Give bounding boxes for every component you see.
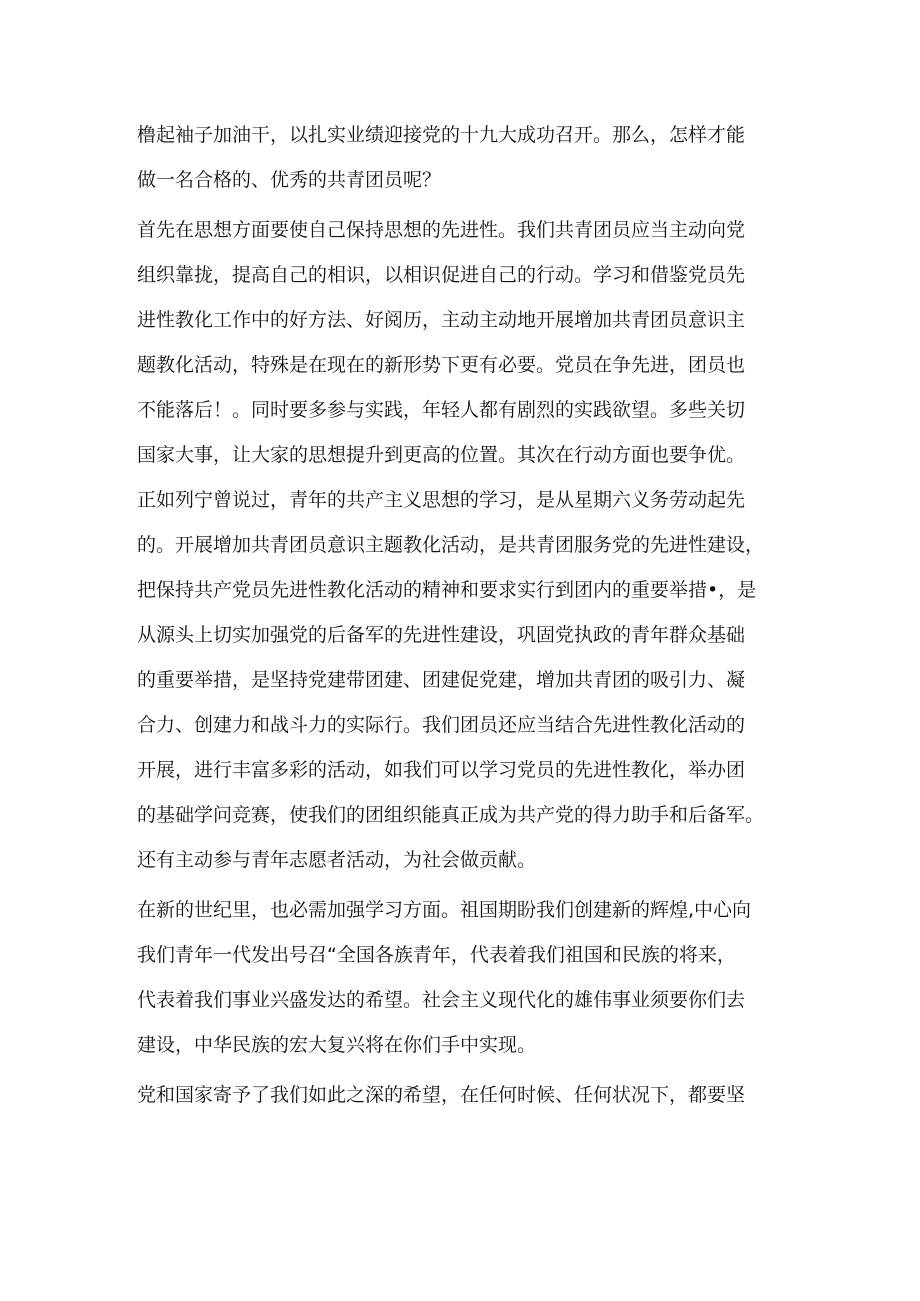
text-line: 组织靠拢，提高自己的相识，以相识促进自己的行动。学习和借鉴党员先 <box>137 264 746 286</box>
text-line: 做一名合格的、优秀的共青团员呢？ <box>137 169 442 191</box>
text-line: 题教化活动，特殊是在现在的新形势下更有必要。党员在争先进，团员也 <box>137 354 746 376</box>
text-line: 正如列宁曾说过，青年的共产主义思想的学习，是从星期六义务劳动起先 <box>137 489 746 511</box>
text-line: 首先在思想方面要使自己保持思想的先进性。我们共青团员应当主动向党 <box>137 219 746 241</box>
text-line: 开展，进行丰富多彩的活动，如我们可以学习党员的先进性教化，举办团 <box>137 759 746 781</box>
text-line: 的基础学问竞赛，使我们的团组织能真正成为共产党的得力助手和后备军。 <box>137 804 765 826</box>
text-line: 代表着我们事业兴盛发达的希望。社会主义现代化的雄伟事业须要你们去 <box>137 989 746 1011</box>
text-line: 党和国家寄予了我们如此之深的希望，在任何时候、任何状况下，都要坚 <box>137 1084 746 1106</box>
text-line: 不能落后！。同时要多参与实践，年轻人都有剧烈的实践欲望。多些关切 <box>137 399 746 421</box>
text-line: 合力、创建力和战斗力的实际行。我们团员还应当结合先进性教化活动的 <box>137 714 746 736</box>
text-line: 把保持共产党员先进性教化活动的精神和要求实行到团内的重要举措•，是 <box>137 579 757 601</box>
text-line: 国家大事，让大家的思想提升到更高的位置。其次在行动方面也要争优。 <box>137 444 746 466</box>
text-line: 进性教化工作中的好方法、好阅历，主动主动地开展增加共青团员意识主 <box>137 309 746 331</box>
text-line: 我们青年一代发出号召“全国各族青年，代表着我们祖国和民族的将来， <box>137 944 736 966</box>
text-line: 在新的世纪里，也必需加强学习方面。祖国期盼我们创建新的辉煌,中心向 <box>137 899 752 921</box>
text-line: 的重要举措，是坚持党建带团建、团建促党建，增加共青团的吸引力、凝 <box>137 669 746 691</box>
text-line: 从源头上切实加强党的后备军的先进性建设，巩固党执政的青年群众基础 <box>137 624 746 646</box>
text-line: 还有主动参与青年志愿者活动，为社会做贡献。 <box>137 849 537 871</box>
text-line: 的。开展增加共青团员意识主题教化活动，是共青团服务党的先进性建设， <box>137 534 765 556</box>
text-line: 橹起袖子加油干，以扎实业绩迎接党的十九大成功召开。那么，怎样才能 <box>137 124 746 146</box>
text-line: 建设，中华民族的宏大复兴将在你们手中实现。 <box>137 1034 537 1056</box>
